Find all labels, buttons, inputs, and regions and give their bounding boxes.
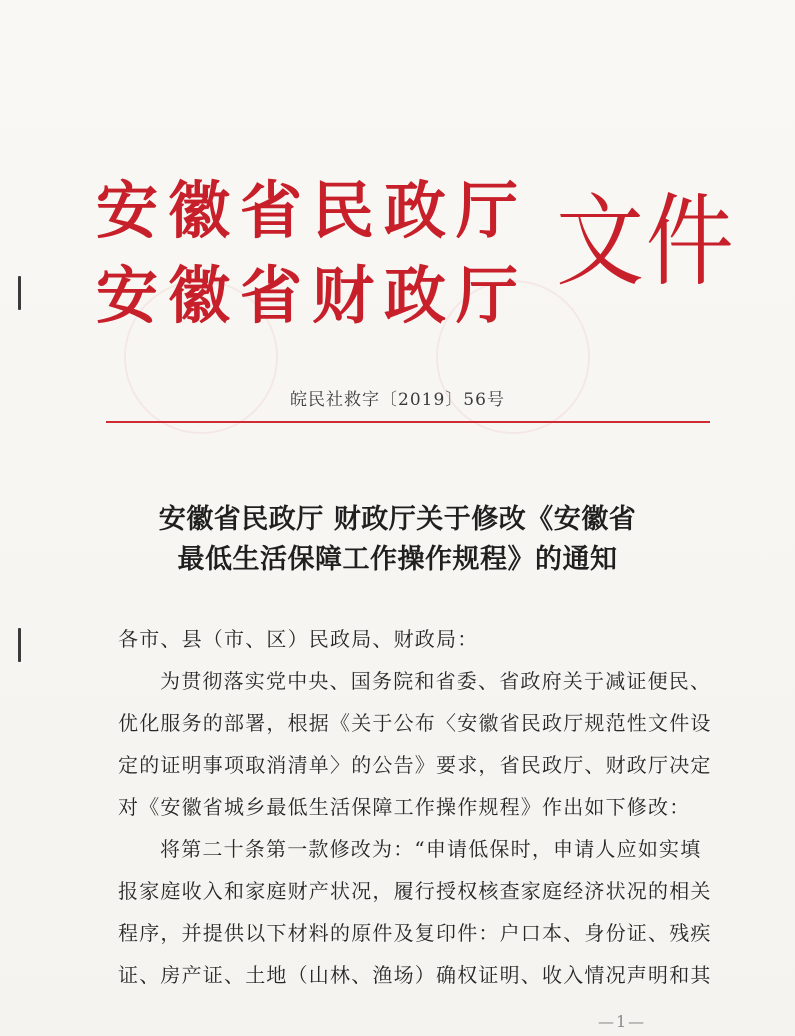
header-org-line-2: 安徽省财政厅: [96, 259, 529, 332]
body-line-4: 对《安徽省城乡最低生活保障工作操作规程》作出如下修改：: [118, 795, 691, 819]
page-number: —1—: [598, 1012, 647, 1031]
binding-mark-top: [18, 276, 21, 310]
body-line-1: 为贯彻落实党中央、国务院和省委、省政府关于减证便民、: [160, 669, 712, 693]
notice-title-line-1: 安徽省民政厅 财政厅关于修改《安徽省: [158, 504, 637, 535]
body-line-2: 优化服务的部署，根据《关于公布〈安徽省民政厅规范性文件设: [118, 711, 712, 735]
notice-title-line-2: 最低生活保障工作操作规程》的通知: [177, 544, 618, 575]
header-doc-type: 文件: [556, 183, 736, 300]
body-line-6: 报家庭收入和家庭财产状况，履行授权核查家庭经济状况的相关: [118, 879, 712, 903]
body-line-7: 程序，并提供以下材料的原件及复印件：户口本、身份证、残疾: [118, 921, 712, 945]
body-line-5: 将第二十条第一款修改为：“申请低保时，申请人应如实填: [160, 837, 702, 861]
binding-mark-bottom: [18, 628, 21, 662]
body-line-3: 定的证明事项取消清单〉的公告》要求，省民政厅、财政厅决定: [118, 753, 712, 777]
document-number: 皖民社救字〔2019〕56号: [290, 390, 505, 410]
body-line-8: 证、房产证、土地（山林、渔场）确权证明、收入情况声明和其: [118, 963, 712, 987]
addressee: 各市、县（市、区）民政局、财政局：: [118, 627, 479, 651]
red-separator-rule: [106, 421, 710, 423]
header-org-line-1: 安徽省民政厅: [96, 174, 529, 247]
